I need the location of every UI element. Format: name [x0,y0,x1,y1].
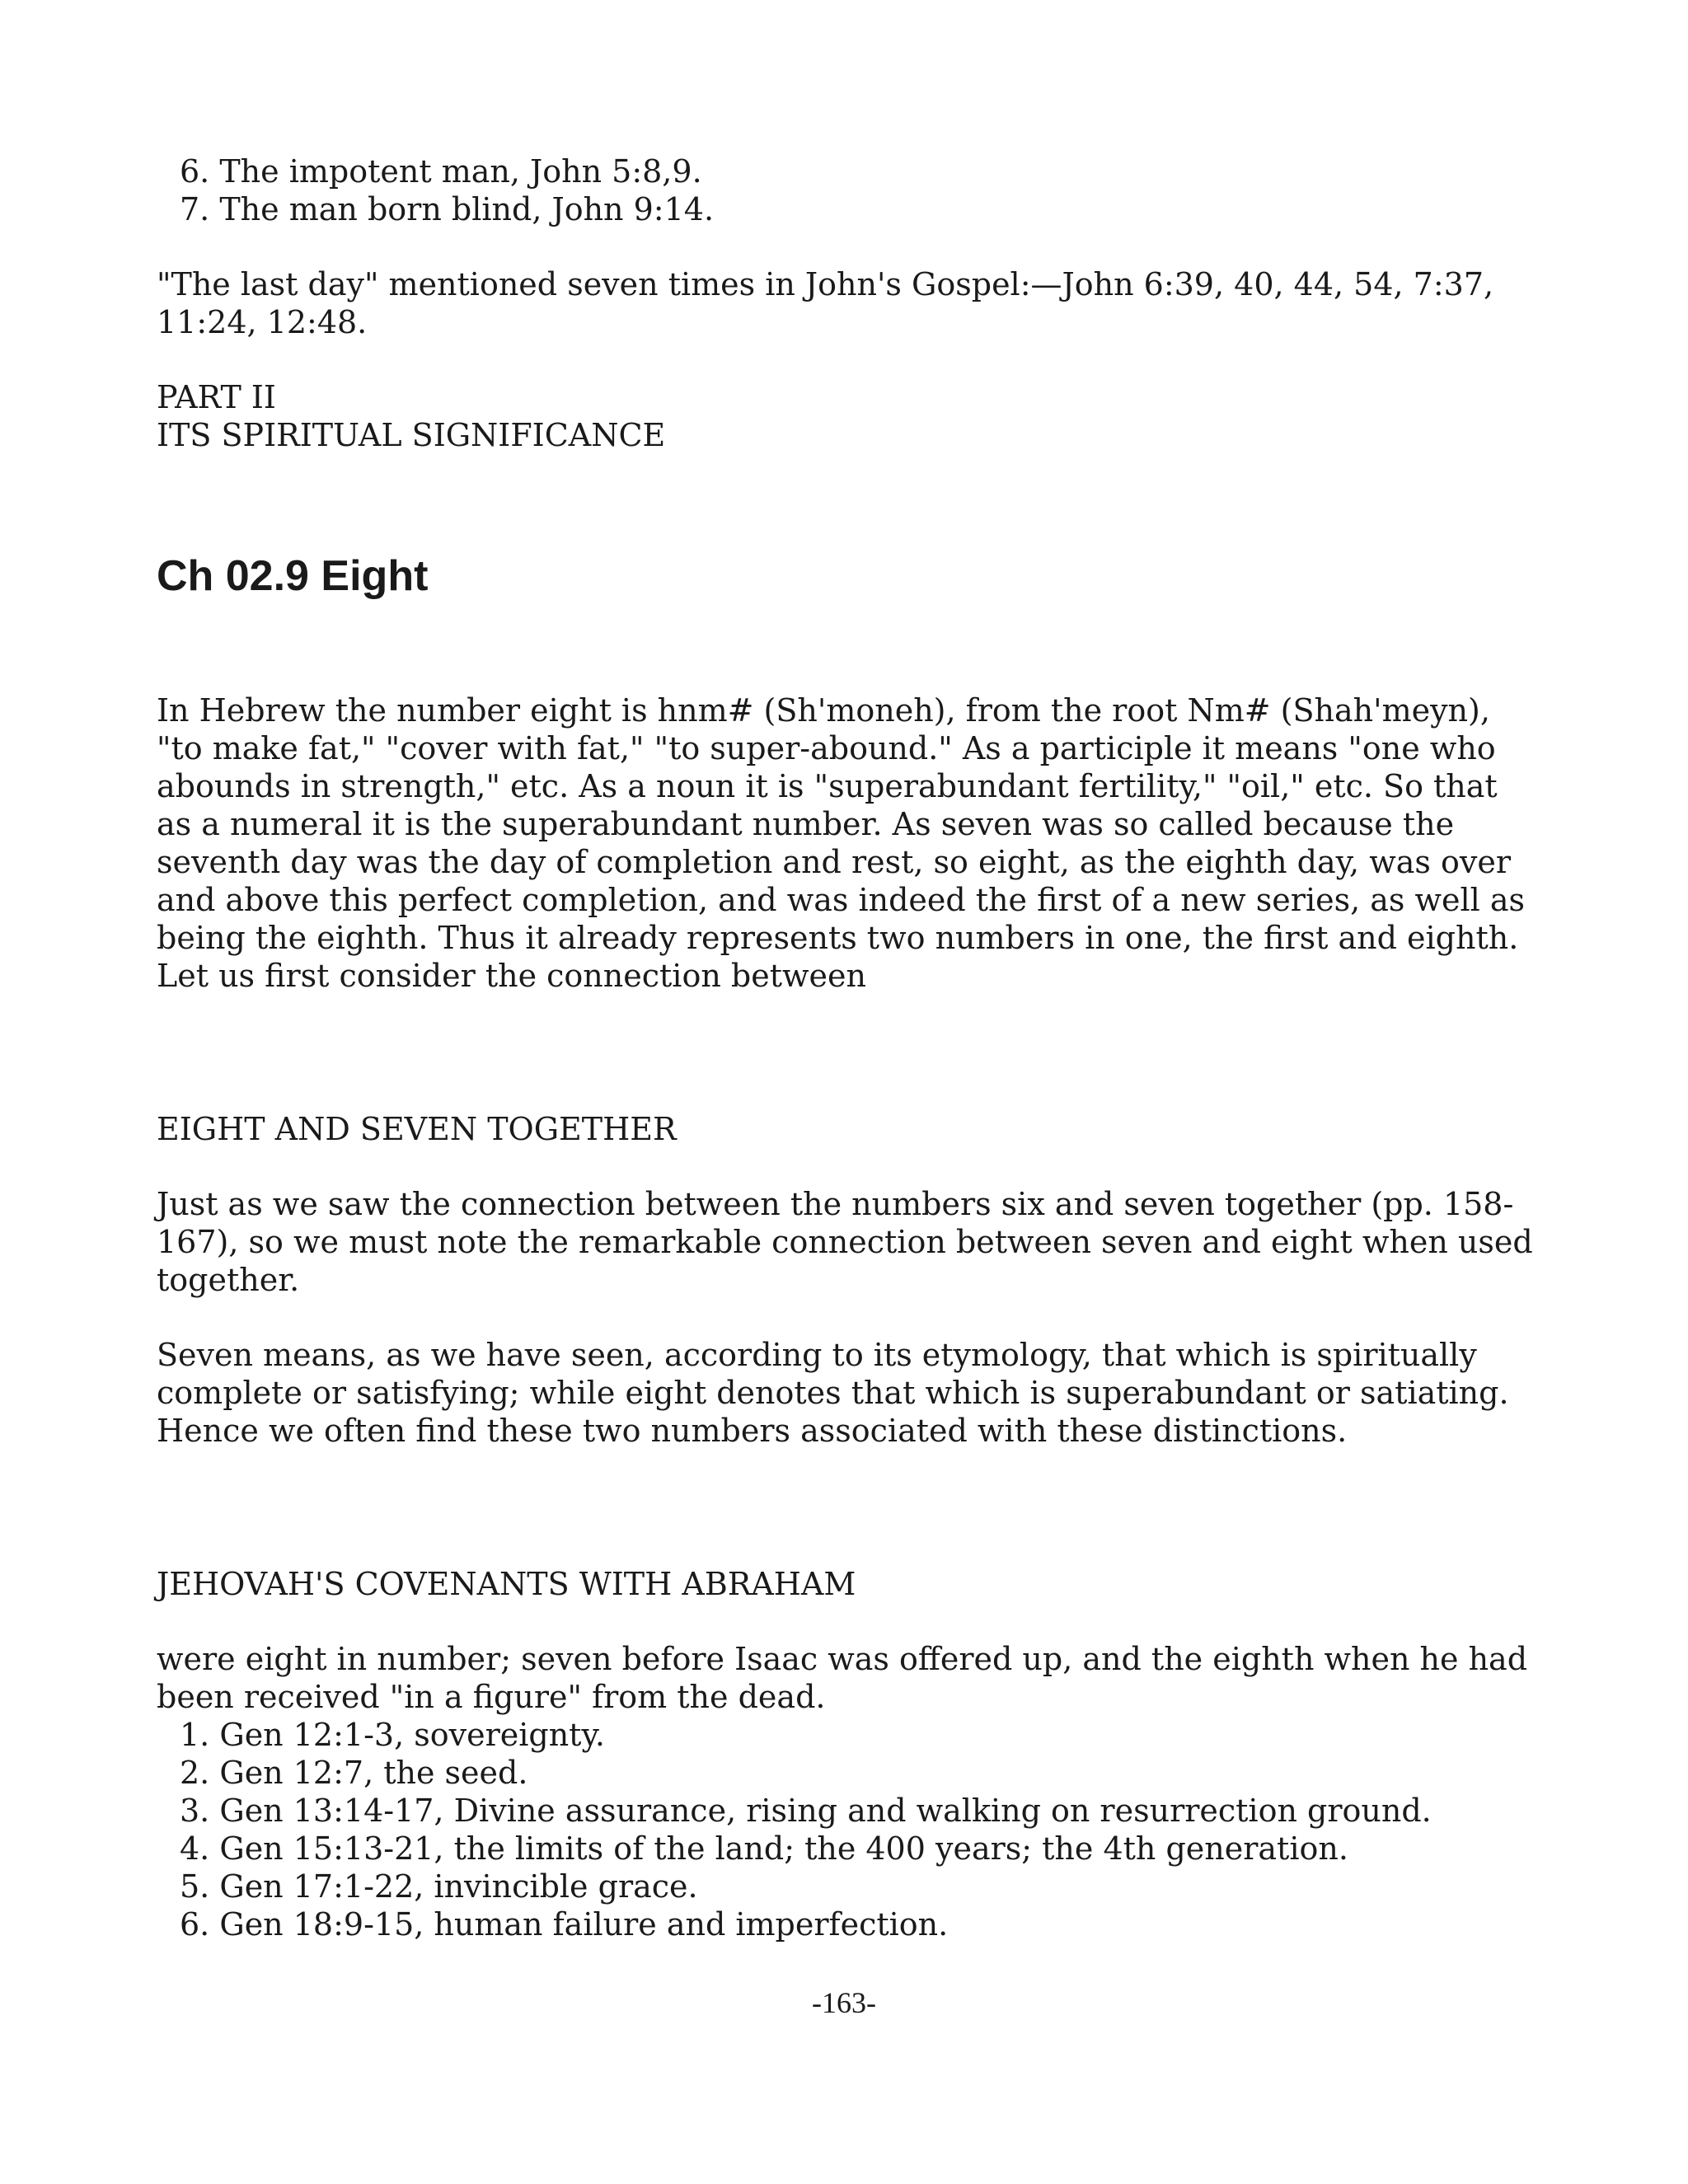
chapter-heading: Ch 02.9 Eight [157,552,429,600]
list-item: 7. The man born blind, John 9:14. [180,191,715,227]
list-item: 6. Gen 18:9-15, human failure and imperfection. [180,1906,949,1943]
section2-paragraph: were eight in number; seven before Isaac was offered up, and the eighth when he had been received "in a figure" from the dead. [157,1641,1528,1715]
part-title: ITS SPIRITUAL SIGNIFICANCE [157,417,666,453]
page-content [157,152,1541,1943]
list-item: 1. Gen 12:1-3, sovereignty. [180,1717,605,1753]
list-item: 5. Gen 17:1-22, invincible grace. [180,1868,698,1905]
section1-paragraph: Seven means, as we have seen, according to its etymology, that which is spiritually complete or satisfying; while eight denotes that which is superabundant or satiating. Hence we often find these two numbers associated with these distinctions. [157,1337,1509,1449]
part-heading [157,378,1541,454]
miracles-list-continued [157,152,1541,228]
page-number: -163- [812,1986,876,2019]
list-item: 6. The impotent man, John 5:8,9. [180,153,702,190]
list-item: 2. Gen 12:7, the seed. [180,1755,528,1791]
last-day-paragraph: "The last day" mentioned seven times in John's Gospel:—John 6:39, 40, 44, 54, 7:37, 11:24, 12:48. [157,266,1494,340]
part-label: PART II [157,379,276,415]
intro-paragraph: In Hebrew the number eight is hnm# (Sh'moneh), from the root Nm# (Shah'meyn), "to make fat," "cover with fat," "to super-abound." As a participle it means "one who abounds in strength," etc. As a noun it is "superabundant fertility," "oil," etc. So that as a numeral it is the superabundant number. As seven was so called because the seventh day was the day of completion and rest, so eight, as the eighth day, was over and above this perfect completion, and was indeed the first of a new series, as well as being the eighth. Thus it already represents two numbers in one, the first and eighth. Let us first consider the connection between [157,692,1526,994]
list-item: 3. Gen 13:14-17, Divine assurance, rising and walking on resurrection ground. [180,1793,1432,1829]
section-heading-covenants: JEHOVAH'S COVENANTS WITH ABRAHAM [157,1566,856,1602]
list-item: 4. Gen 15:13-21, the limits of the land; the 400 years; the 4th generation. [180,1830,1348,1867]
section-heading-eight-and-seven: EIGHT AND SEVEN TOGETHER [157,1111,677,1147]
covenants-list [157,1716,1541,1943]
section1-paragraph: Just as we saw the connection between the numbers six and seven together (pp. 158-167), so we must note the remarkable connection between seven and eight when used together. [157,1186,1533,1298]
